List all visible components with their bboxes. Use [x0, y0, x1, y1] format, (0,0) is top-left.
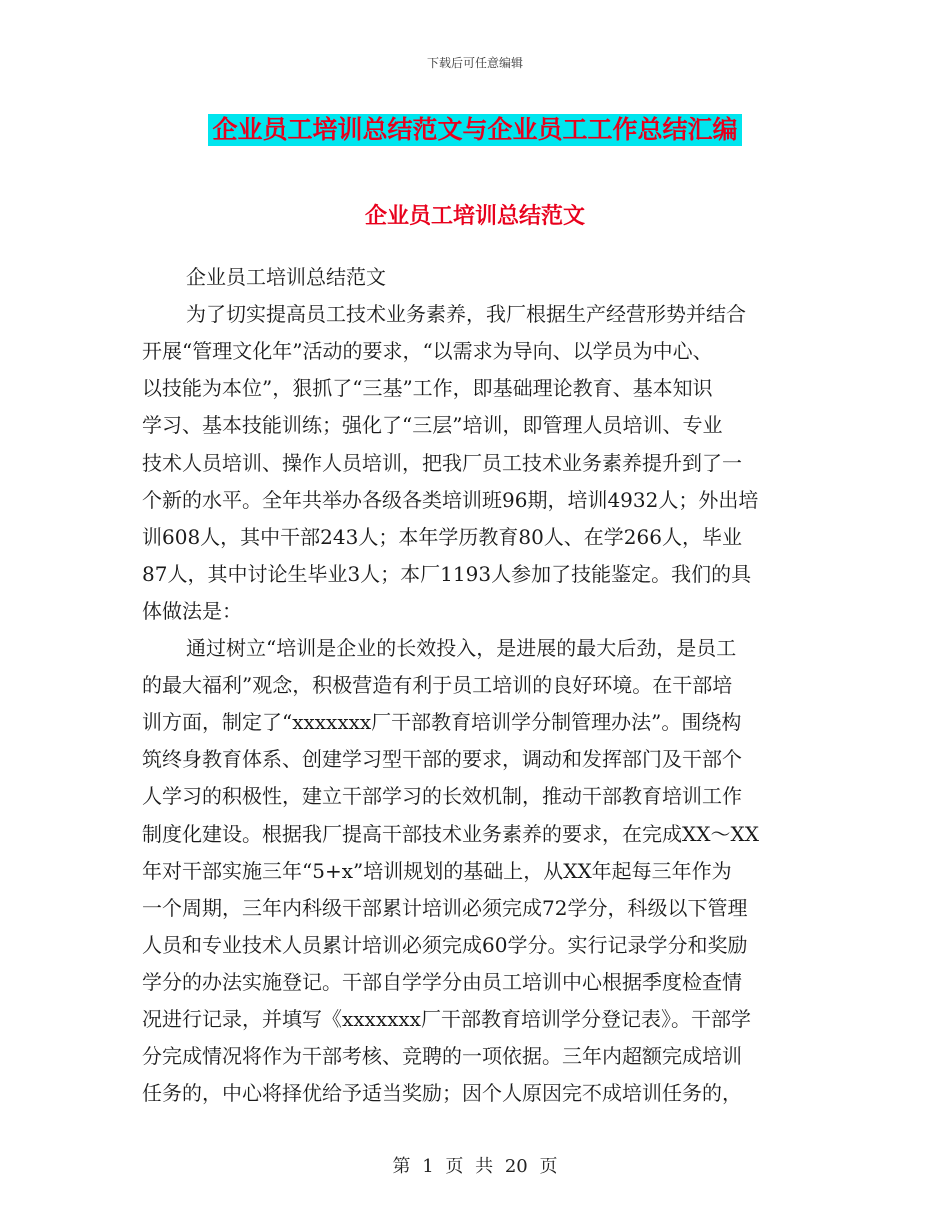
- text-line: 以技能为本位”，狠抓了“三基”工作，即基础理论教育、基本知识: [142, 376, 713, 401]
- text-line: 的最大福利”观念，积极营造有利于员工培训的良好环境。在干部培: [142, 673, 733, 698]
- text-line: 一个周期，三年内科级干部累计培训必须完成72学分，科级以下管理: [142, 895, 748, 920]
- page-footer: 第 1 页 共 20 页: [392, 1156, 558, 1177]
- text-line: 况进行记录，并填写《xxxxxxx厂干部教育培训学分登记表》。干部学: [142, 1006, 751, 1031]
- text-line: 个新的水平。全年共举办各级各类培训班96期，培训4932人；外出培: [142, 487, 759, 512]
- text-line: 体做法是：: [142, 598, 242, 623]
- text-line: 年对干部实施三年“5+x”培训规划的基础上，从XX年起每三年作为: [142, 858, 732, 883]
- text-line: 通过树立“培训是企业的长效投入，是进展的最大后劲，是员工: [186, 636, 737, 661]
- text-line: 87人，其中讨论生毕业3人；本厂1193人参加了技能鉴定。我们的具: [142, 561, 752, 586]
- header-note: 下载后可任意编辑: [426, 56, 523, 70]
- text-line: 筑终身教育体系、创建学习型干部的要求，调动和发挥部门及干部个: [142, 747, 742, 772]
- text-line: [142, 222, 810, 259]
- text-line: 训608人，其中干部243人；本年学历教育80人、在学266人，毕业: [142, 524, 742, 549]
- text-line: 技术人员培训、操作人员培训，把我厂员工技术业务素养提升到了一: [142, 450, 742, 475]
- text-line: 任务的，中心将择优给予适当奖励；因个人原因完不成培训任务的，: [142, 1081, 742, 1106]
- text-line: 开展“管理文化年”活动的要求，“以需求为导向、以学员为中心、: [142, 339, 713, 364]
- text-line: 分完成情况将作为干部考核、竞聘的一项依据。三年内超额完成培训: [142, 1044, 742, 1069]
- section-title: 企业员工培训总结范文: [364, 204, 585, 229]
- text-line: 为了切实提高员工技术业务素养，我厂根据生产经营形势并结合: [186, 302, 746, 327]
- text-line: 制度化建设。根据我厂提高干部技术业务素养的要求，在完成XX～XX: [142, 821, 759, 846]
- text-line: 训方面，制定了“xxxxxxx厂干部教育培训学分制管理办法”。围绕构: [142, 710, 742, 735]
- doc-title-container: [0, 114, 950, 146]
- text-line: 人学习的积极性，建立干部学习的长效机制，推动干部教育培训工作: [142, 784, 742, 809]
- text-line: 学分的办法实施登记。干部自学学分由员工培训中心根据季度检查情: [142, 969, 742, 994]
- text-line: 人员和专业技术人员累计培训必须完成60学分。实行记录学分和奖励: [142, 932, 748, 957]
- text-line: 学习、基本技能训练；强化了“三层”培训，即管理人员培训、专业: [142, 413, 723, 438]
- document-title: 企业员工培训总结范文与企业员工工作总结汇编: [208, 114, 741, 146]
- text-line: 企业员工培训总结范文: [186, 265, 386, 290]
- body-text: [142, 222, 810, 1112]
